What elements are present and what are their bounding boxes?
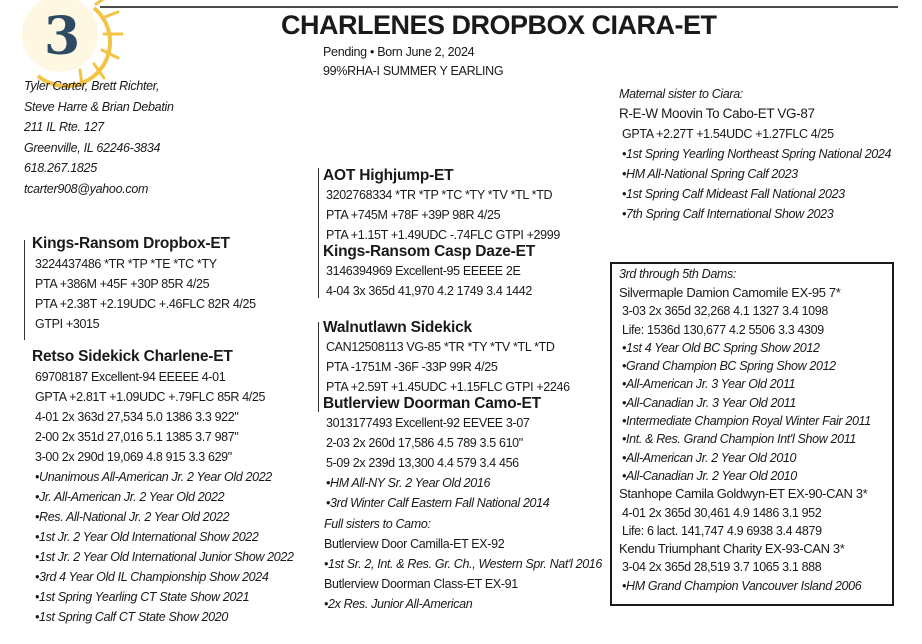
- sire-dam-line: 4-04 3x 365d 41,970 4.2 1749 3.4 1442: [326, 284, 532, 298]
- maternal-sister-gpta: GPTA +2.27T +1.54UDC +1.27FLC 4/25: [622, 127, 834, 141]
- dam-name: Retso Sidekick Charlene-ET: [32, 348, 233, 365]
- ancestor-dam-record: Life: 1536d 130,677 4.2 5506 3.3 4309: [622, 322, 824, 337]
- dam-honor: •1st Spring Calf CT State Show 2020: [35, 610, 228, 624]
- ancestor-dam-honor: •All-American Jr. 2 Year Old 2010: [622, 450, 797, 465]
- ancestor-dam-name: Kendu Triumphant Charity EX-93-CAN 3*: [619, 541, 845, 557]
- full-sisters: [324, 514, 602, 614]
- sire-line: 3224437486 *TR *TP *TE *TC *TY: [35, 257, 217, 271]
- dam-dam-honor: •3rd Winter Calf Eastern Fall National 2014: [326, 496, 550, 510]
- sire-line: GTPI +3015: [35, 317, 100, 331]
- sire-dam-name: Kings-Ransom Casp Daze-ET: [323, 243, 536, 260]
- dam-honor: •Jr. All-American Jr. 2 Year Old 2022: [35, 490, 225, 504]
- sire-sire-line: PTA +745M +78F +39P 98R 4/25: [326, 208, 501, 222]
- sire-sire-name: AOT Highjump-ET: [323, 167, 454, 184]
- consignor-block: [24, 76, 174, 199]
- dam-line: 4-01 2x 363d 27,534 5.0 1386 3.3 922": [35, 410, 239, 424]
- maternal-sister-honor: •1st Spring Yearling Northeast Spring National 2024: [622, 147, 892, 161]
- top-rule: [100, 6, 898, 8]
- dam-line: 3-00 2x 290d 19,069 4.8 915 3.3 629": [35, 450, 232, 464]
- dam-sire-bracket: [318, 322, 319, 412]
- ancestor-dam-honor: •All-Canadian Jr. 2 Year Old 2010: [622, 468, 797, 483]
- dam-line: 69708187 Excellent-94 EEEEE 4-01: [35, 370, 226, 384]
- ancestor-dam-honor: •1st 4 Year Old BC Spring Show 2012: [622, 340, 820, 355]
- sire-sire-bracket: [318, 168, 319, 298]
- maternal-sister: [619, 84, 891, 224]
- full-sister-name: Butlerview Doorman Class-ET EX-91: [324, 577, 518, 591]
- subtitle-breed: 99%RHA-I SUMMER Y EARLING: [323, 64, 504, 78]
- sire-sire-line: PTA +1.15T +1.49UDC -.74FLC GTPI +2999: [326, 228, 560, 242]
- consignor-city: Greenville, IL 62246-3834: [24, 140, 161, 155]
- dam-dam-line: 5-09 2x 239d 13,300 4.4 579 3.4 456: [326, 456, 519, 470]
- dam-line: 2-00 2x 351d 27,016 5.1 1385 3.7 987": [35, 430, 239, 444]
- ancestor-dam-record: Life: 6 lact. 141,747 4.9 6938 3.4 4879: [622, 523, 822, 538]
- full-sister-honor: •2x Res. Junior All-American: [324, 597, 473, 611]
- full-sister-honor: •1st Sr. 2, Int. & Res. Gr. Ch., Western Spr. Nat'l 2016: [324, 557, 603, 571]
- maternal-sister-honor: •7th Spring Calf International Show 2023: [622, 207, 834, 221]
- dam-honor: •1st Jr. 2 Year Old International Show 2022: [35, 530, 259, 544]
- dam-honor: •1st Jr. 2 Year Old International Junior Show 2022: [35, 550, 294, 564]
- sire-line: PTA +386M +45F +30P 85R 4/25: [35, 277, 210, 291]
- dam-sire-line: PTA -1751M -36F -33P 99R 4/25: [326, 360, 498, 374]
- dam-sire-details: [326, 337, 570, 397]
- ancestor-dam-name: Silvermaple Damion Camomile EX-95 7*: [619, 285, 841, 300]
- page-title: CHARLENES DROPBOX CIARA-ET: [281, 10, 717, 40]
- ancestor-dam-honor: •Int. & Res. Grand Champion Int'l Show 2011: [622, 432, 856, 447]
- consignor-names-2: Steve Harre & Brian Debatin: [24, 99, 174, 114]
- sire-dam-details: [326, 261, 532, 301]
- ancestor-dam-name: Stanhope Camila Goldwyn-ET EX-90-CAN 3*: [619, 486, 868, 502]
- lot-number: 3: [44, 6, 81, 67]
- maternal-sister-heading: Maternal sister to Ciara:: [619, 87, 743, 101]
- sire-name: Kings-Ransom Dropbox-ET: [32, 235, 230, 252]
- dam-dam-line: 2-03 2x 260d 17,586 4.5 789 3.5 610": [326, 436, 523, 450]
- dam-honor: •1st Spring Yearling CT State Show 2021: [35, 590, 250, 604]
- dam-details: [35, 367, 294, 627]
- consignor-phone: 618.267.1825: [24, 161, 97, 175]
- dam-honor: •Unanimous All-American Jr. 2 Year Old 2022: [35, 470, 272, 484]
- dam-honor: •3rd 4 Year Old IL Championship Show 2024: [35, 570, 269, 584]
- sire-bracket: [24, 240, 25, 340]
- sire-dam-line: 3146394969 Excellent-95 EEEEE 2E: [326, 264, 521, 278]
- dam-dam-details: [326, 413, 549, 513]
- consignor-names-1: Tyler Carter, Brett Richter,: [24, 79, 160, 93]
- full-sisters-heading: Full sisters to Camo:: [324, 517, 431, 531]
- ancestor-dam-honor: •All-American Jr. 3 Year Old 2011: [622, 377, 796, 392]
- maternal-sister-honor: •HM All-National Spring Calf 2023: [622, 167, 798, 181]
- dam-honor: •Res. All-National Jr. 2 Year Old 2022: [35, 510, 230, 524]
- ancestor-dam-honor: •Intermediate Champion Royal Winter Fair 2011: [622, 414, 871, 429]
- sire-details: [35, 254, 256, 334]
- dam-sire-line: PTA +2.59T +1.45UDC +1.15FLC GTPI +2246: [326, 380, 570, 394]
- consignor-email: tcarter908@yahoo.com: [24, 181, 149, 196]
- dam-sire-name: Walnutlawn Sidekick: [323, 319, 472, 336]
- ancestor-dams-heading: 3rd through 5th Dams:: [619, 267, 737, 281]
- ancestor-dams-rows: [619, 284, 871, 595]
- dam-dam-name: Butlerview Doorman Camo-ET: [323, 395, 541, 412]
- sire-line: PTA +2.38T +2.19UDC +.46FLC 82R 4/25: [35, 297, 256, 311]
- sire-sire-details: [326, 185, 560, 245]
- maternal-sister-name: R-E-W Moovin To Cabo-ET VG-87: [619, 106, 815, 121]
- sire-sire-line: 3202768334 *TR *TP *TC *TY *TV *TL *TD: [326, 188, 553, 202]
- ancestor-dam-record: 3-04 2x 365d 28,519 3.7 1065 3.1 888: [622, 560, 822, 575]
- ancestor-dam-honor: •All-Canadian Jr. 3 Year Old 2011: [622, 395, 796, 410]
- ancestor-dam-honor: •HM Grand Champion Vancouver Island 2006: [622, 578, 862, 593]
- consignor-address: 211 IL Rte. 127: [24, 120, 104, 134]
- dam-sire-line: CAN12508113 VG-85 *TR *TY *TV *TL *TD: [326, 340, 555, 354]
- dam-dam-line: 3013177493 Excellent-92 EEVEE 3-07: [326, 416, 530, 430]
- maternal-sister-honor: •1st Spring Calf Mideast Fall National 2023: [622, 187, 845, 201]
- ancestor-dam-record: 3-03 2x 365d 32,268 4.1 1327 3.4 1098: [622, 304, 828, 319]
- ancestor-dam-honor: •Grand Champion BC Spring Show 2012: [622, 359, 836, 374]
- full-sister-name: Butlerview Door Camilla-ET EX-92: [324, 537, 505, 551]
- ancestor-dams-list: [619, 265, 871, 595]
- subtitle-birth: Pending • Born June 2, 2024: [323, 45, 475, 59]
- dam-line: GPTA +2.81T +1.09UDC +.79FLC 85R 4/25: [35, 390, 266, 404]
- dam-dam-honor: •HM All-NY Sr. 2 Year Old 2016: [326, 476, 491, 490]
- ancestor-dam-record: 4-01 2x 365d 30,461 4.9 1486 3.1 952: [622, 505, 822, 520]
